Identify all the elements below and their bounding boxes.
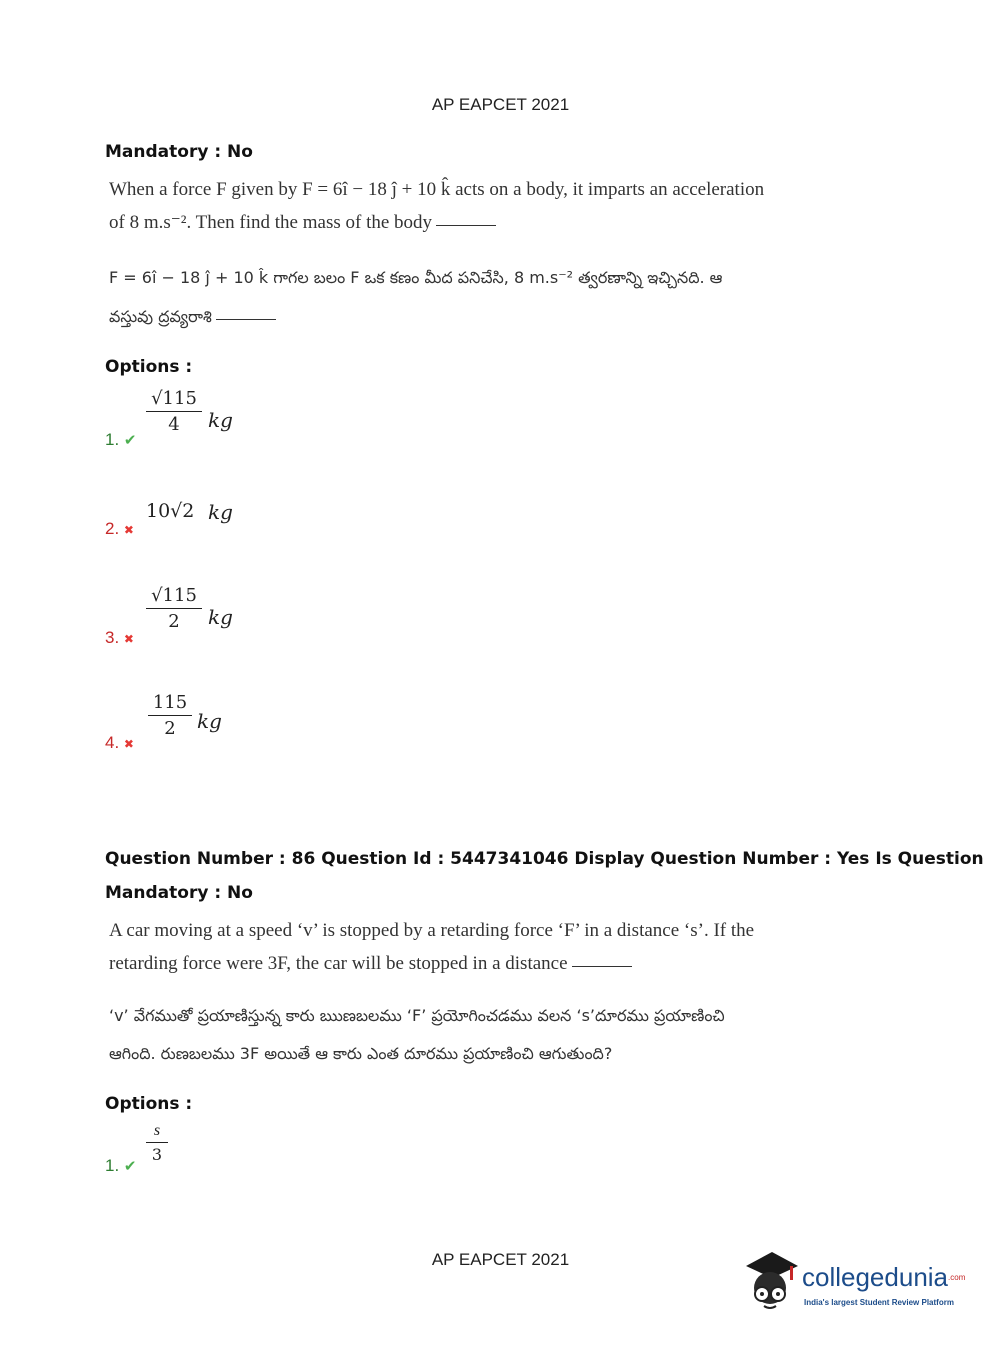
q85-english-line-1: When a force F given by F = 6î − 18 ĵ + 10 k̂ acts on a body, it imparts an acceleration bbox=[109, 179, 765, 200]
q85-option-3-fraction bbox=[146, 585, 202, 632]
correct-check-icon: ✔ bbox=[123, 432, 137, 449]
q86-english-line-2-text: retarding force were 3F, the car will be stopped in a distance bbox=[109, 953, 568, 974]
page-header-title: AP EAPCET 2021 bbox=[431, 95, 570, 114]
option-number: 2. bbox=[105, 519, 120, 538]
option-number: 1. bbox=[105, 430, 120, 449]
logo-suffix: .com bbox=[948, 1273, 966, 1282]
fraction-numerator: √115 bbox=[151, 585, 197, 606]
q85-telugu-line-2 bbox=[109, 307, 276, 330]
answer-blank bbox=[436, 224, 496, 226]
q85-option-2 bbox=[105, 519, 134, 539]
q86-option-1 bbox=[105, 1156, 137, 1176]
q85-option-4 bbox=[105, 733, 134, 753]
fraction-numerator: √115 bbox=[151, 388, 197, 409]
mascot-icon bbox=[740, 1248, 802, 1314]
q85-option-3-unit: kg bbox=[208, 605, 233, 629]
collegedunia-logo bbox=[740, 1248, 980, 1318]
q85-options-label: Options : bbox=[105, 357, 193, 377]
q86-telugu-line-1: ‘v’ వేగముతో ప్రయాణిస్తున్న కారు ఋణబలము ‘F’ ప్రయోగించడము వలన ‘s’దూరము ప్రయాణించి bbox=[109, 1006, 725, 1025]
fraction-numerator: s bbox=[153, 1122, 161, 1139]
fraction-denominator: 2 bbox=[168, 611, 180, 632]
q85-telugu-line-2-text: వస్తువు ద్రవ్యరాశి bbox=[109, 307, 212, 326]
q85-option-3 bbox=[105, 628, 134, 648]
q86-mandatory: Mandatory : No bbox=[105, 883, 253, 903]
q86-telugu-line-2: ఆగింది. రుణబలము 3F అయితే ఆ కారు ఎంత దూరము ప్రయాణించి ఆగుతుంది? bbox=[109, 1044, 613, 1063]
option-number: 4. bbox=[105, 733, 120, 752]
q86-english-line-2 bbox=[109, 953, 632, 975]
fraction-denominator: 4 bbox=[168, 414, 180, 435]
answer-blank bbox=[572, 965, 632, 967]
q85-option-2-expression: 10√2 bbox=[146, 500, 195, 522]
q85-telugu-line-1: F = 6î − 18 ĵ + 10 k̂ గాగల బలం F ఒక కణం మీద పనిచేసి, 8 m.s⁻² త్వరణాన్ని ఇచ్చినది. ఆ bbox=[109, 268, 723, 287]
q85-option-1-fraction bbox=[146, 388, 202, 435]
wrong-cross-icon: ✖ bbox=[123, 523, 134, 537]
answer-blank bbox=[216, 318, 276, 320]
q85-option-1-unit: kg bbox=[208, 408, 233, 432]
fraction-numerator: 115 bbox=[152, 692, 188, 713]
page-footer-title: AP EAPCET 2021 bbox=[431, 1250, 570, 1269]
q85-option-4-unit: kg bbox=[197, 709, 222, 733]
q85-option-2-unit: kg bbox=[208, 500, 233, 524]
logo-name bbox=[802, 1262, 965, 1293]
q86-option-1-fraction bbox=[146, 1122, 168, 1164]
correct-check-icon: ✔ bbox=[123, 1158, 137, 1175]
q85-english-line-2-text: of 8 m.s⁻². Then find the mass of the body bbox=[109, 212, 433, 233]
fraction-denominator: 2 bbox=[164, 718, 176, 739]
fraction-denominator: 3 bbox=[151, 1145, 163, 1164]
logo-tagline: India's largest Student Review Platform bbox=[804, 1298, 954, 1307]
option-number: 1. bbox=[105, 1156, 120, 1175]
q85-english-line-2 bbox=[109, 211, 496, 234]
wrong-cross-icon: ✖ bbox=[123, 737, 134, 751]
q85-option-4-fraction bbox=[148, 692, 192, 739]
q86-options-label: Options : bbox=[105, 1094, 193, 1114]
q85-mandatory: Mandatory : No bbox=[105, 142, 253, 162]
q86-english-line-1: A car moving at a speed ‘v’ is stopped by a retarding force ‘F’ in a distance ‘s’. If the bbox=[109, 920, 755, 941]
logo-name-text: collegedunia bbox=[802, 1262, 949, 1292]
q86-meta: Question Number : 86 Question Id : 5447341046 Display Question Number : Yes Is Question bbox=[105, 849, 984, 869]
q85-option-1 bbox=[105, 430, 137, 450]
option-number: 3. bbox=[105, 628, 120, 647]
wrong-cross-icon: ✖ bbox=[123, 632, 134, 646]
